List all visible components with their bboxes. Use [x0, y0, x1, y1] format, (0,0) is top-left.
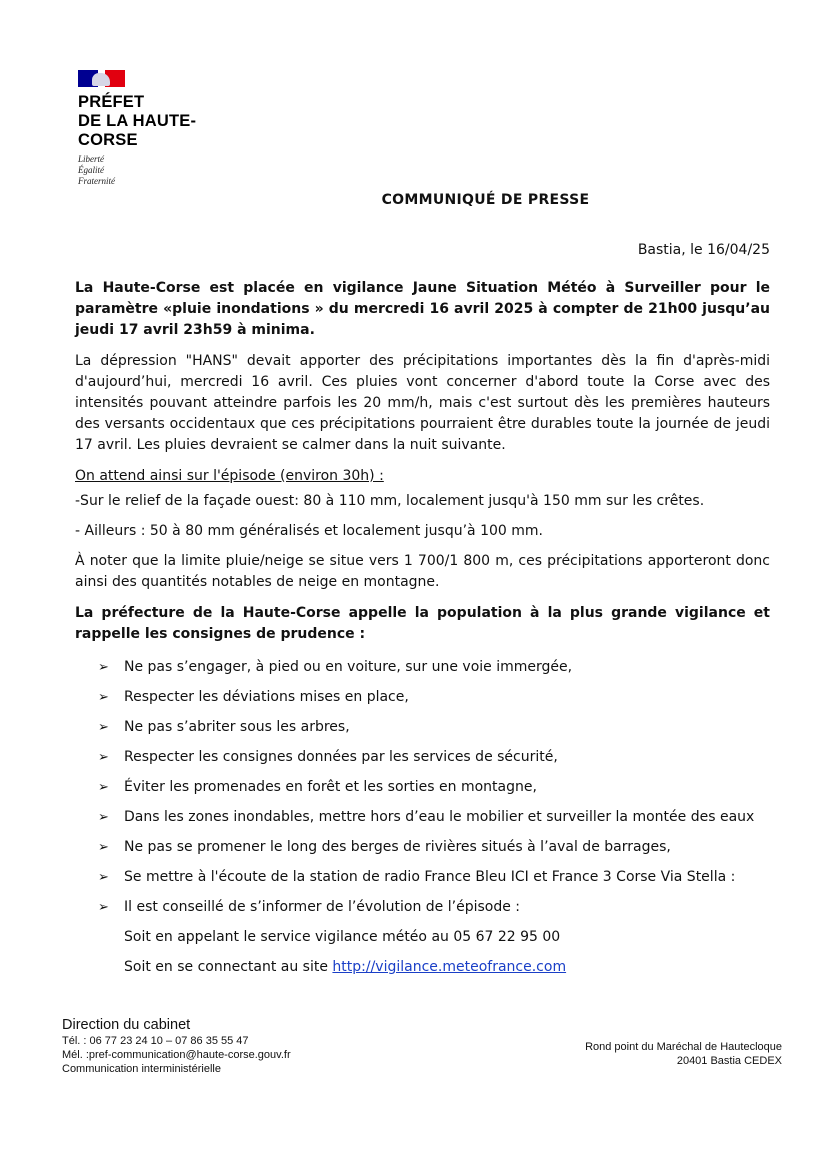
snow-note: À noter que la limite pluie/neige se situe vers 1 700/1 800 m, ces précipitations apporteront donc ainsi des quantités notables de neige en montagne. — [75, 553, 770, 590]
motto-line: Liberté — [78, 154, 104, 164]
footer-department: Direction du cabinet — [62, 1017, 191, 1033]
intro-paragraph: La dépression "HANS" devait apporter des précipitations importantes dès la fin d'après-midi d'aujourd’hui, mercredi 16 avril. Ces pluies vont concerner d'abord toute la Corse avec des intensités pouvant atteindre parfois les 20 mm/h, mais c'est surtout dès les premières hauteurs des versants occidentaux que ces précipitations pourraient être durables toute la journée de jeudi 17 avril. Les pluies devraient se calmer dans la nuit suivante. — [75, 353, 770, 453]
list-item-text: Ne pas se promener le long des berges de rivières situés à l’aval de barrages, — [124, 839, 671, 855]
prefecture-name-line: CORSE — [78, 131, 138, 149]
list-item — [75, 807, 770, 837]
arrow-bullet-icon: ➢ — [98, 720, 109, 735]
arrow-bullet-icon: ➢ — [98, 660, 109, 675]
list-item-text: Respecter les consignes données par les services de sécurité, — [124, 749, 558, 765]
prefecture-name — [78, 93, 228, 150]
prefecture-logo — [78, 70, 228, 187]
list-item-text: Ne pas s’engager, à pied ou en voiture, sur une voie immergée, — [124, 659, 573, 675]
document-date: Bastia, le 16/04/25 — [637, 242, 770, 258]
list-item — [75, 747, 770, 777]
list-item-text: Éviter les promenades en forêt et les sorties en montagne, — [124, 779, 537, 795]
list-item — [75, 867, 770, 897]
marianne-flag-icon — [78, 70, 125, 87]
motto-line: Égalité — [78, 165, 104, 175]
motto-line: Fraternité — [78, 176, 115, 186]
expect-heading: On attend ainsi sur l'épisode (environ 30h) : — [75, 468, 384, 484]
republic-motto — [78, 154, 228, 187]
list-item-text: Respecter les déviations mises en place, — [124, 689, 409, 705]
site-line — [75, 957, 770, 987]
expect-west: -Sur le relief de la façade ouest: 80 à 110 mm, localement jusqu'à 150 mm sur les crêtes. — [75, 493, 705, 509]
list-item — [75, 717, 770, 747]
footer-address-line: Rond point du Maréchal de Hautecloque — [585, 1041, 782, 1053]
lead-paragraph: La Haute-Corse est placée en vigilance Jaune Situation Météo à Surveiller pour le paramètre «pluie inondations » du mercredi 16 avril 2025 à compter de 21h00 jusqu’au jeudi 17 avril 23h59 à minima. — [75, 280, 770, 338]
expect-other: - Ailleurs : 50 à 80 mm généralisés et localement jusqu’à 100 mm. — [75, 523, 543, 539]
list-item — [75, 657, 770, 687]
arrow-bullet-icon: ➢ — [98, 900, 109, 915]
list-item-text: Se mettre à l'écoute de la station de radio France Bleu ICI et France 3 Corse Via Stella : — [124, 869, 736, 885]
list-item-text: Il est conseillé de s’informer de l’évolution de l’épisode : — [124, 899, 520, 915]
meteofrance-link[interactable]: http://vigilance.meteofrance.com — [332, 959, 567, 975]
call-paragraph: La préfecture de la Haute-Corse appelle la population à la plus grande vigilance et rappelle les consignes de prudence : — [75, 605, 770, 642]
footer-mail: Mél. :pref-communication@haute-corse.gouv.fr — [62, 1049, 291, 1061]
footer-contact — [62, 1016, 291, 1076]
arrow-bullet-icon: ➢ — [98, 690, 109, 705]
list-item-text: Dans les zones inondables, mettre hors d’eau le mobilier et surveiller la montée des eaux — [124, 809, 755, 825]
footer-address-line: 20401 Bastia CEDEX — [676, 1055, 782, 1067]
prudence-list — [75, 657, 770, 927]
list-item — [75, 897, 770, 927]
document-title: COMMUNIQUÉ DE PRESSE — [381, 192, 590, 208]
phone-line: Soit en appelant le service vigilance météo au 05 67 22 95 00 — [124, 929, 561, 945]
list-item — [75, 837, 770, 867]
prefecture-name-line: DE LA HAUTE- — [78, 112, 197, 130]
site-prefix: Soit en se connectant au site — [124, 959, 333, 975]
arrow-bullet-icon: ➢ — [98, 870, 109, 885]
list-item — [75, 777, 770, 807]
list-item — [75, 687, 770, 717]
arrow-bullet-icon: ➢ — [98, 840, 109, 855]
prefecture-name-line: PRÉFET — [78, 93, 145, 111]
arrow-bullet-icon: ➢ — [98, 810, 109, 825]
arrow-bullet-icon: ➢ — [98, 750, 109, 765]
arrow-bullet-icon: ➢ — [98, 780, 109, 795]
document-body — [75, 278, 770, 987]
footer-unit: Communication interministérielle — [62, 1063, 221, 1075]
footer-tel: Tél. : 06 77 23 24 10 – 07 86 35 55 47 — [62, 1035, 249, 1047]
footer-address — [585, 1040, 782, 1068]
list-item-text: Ne pas s’abriter sous les arbres, — [124, 719, 350, 735]
